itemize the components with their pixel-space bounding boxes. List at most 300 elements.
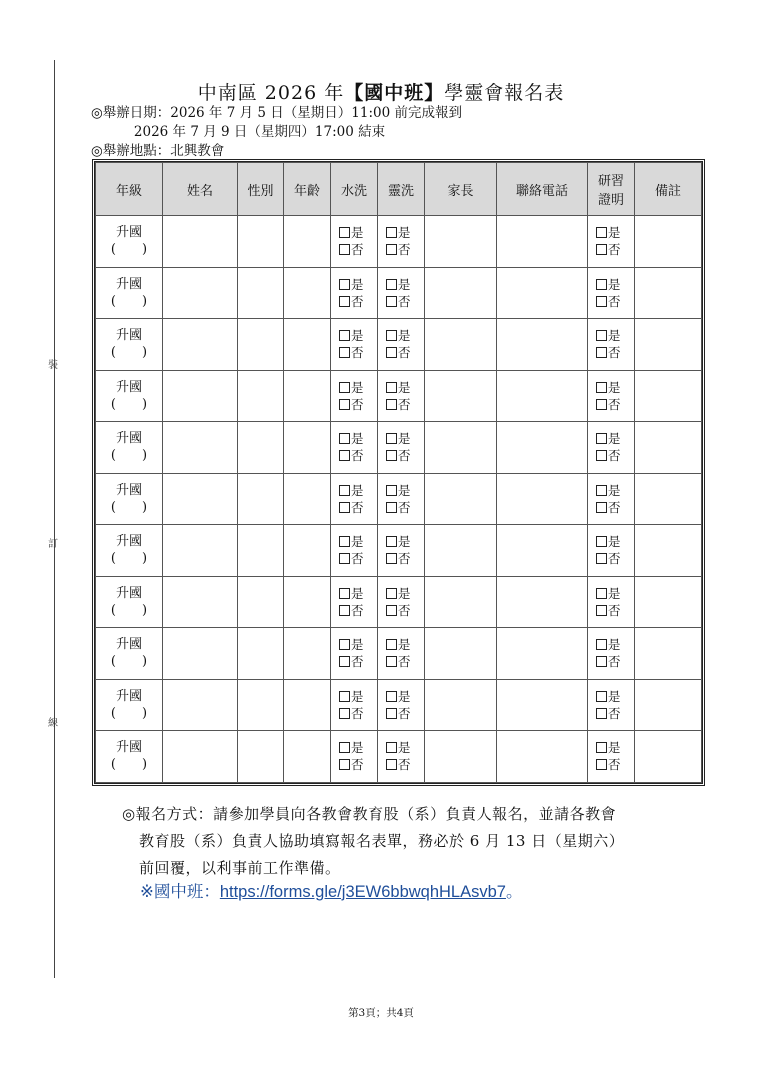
checkbox-label: 否 xyxy=(608,757,621,773)
checkbox-label: 否 xyxy=(351,448,364,464)
checkbox-label: 是 xyxy=(608,740,621,756)
checkbox-label: 是 xyxy=(398,276,411,292)
grade-label: 升國 xyxy=(115,328,142,344)
grade-paren: ( ) xyxy=(110,705,148,721)
checkbox-yes[interactable] xyxy=(596,691,607,702)
gender-cell[interactable] xyxy=(238,525,284,577)
checkbox-label: 否 xyxy=(608,499,621,515)
age-cell[interactable] xyxy=(284,319,331,371)
checkbox-label: 否 xyxy=(398,602,411,618)
registration-note xyxy=(122,801,624,882)
checkbox-yes[interactable] xyxy=(386,588,397,599)
certificate-cell xyxy=(588,576,635,628)
checkbox-label: 否 xyxy=(608,705,621,721)
header-grade: 年級 xyxy=(96,163,163,216)
link-suffix: 。 xyxy=(505,883,523,901)
table-row xyxy=(96,628,702,680)
grade-paren: ( ) xyxy=(110,602,148,618)
checkbox-yes[interactable] xyxy=(386,691,397,702)
checkbox-label: 是 xyxy=(351,379,364,395)
checkbox-yes[interactable] xyxy=(339,227,350,238)
checkbox-yes[interactable] xyxy=(596,485,607,496)
checkbox-yes[interactable] xyxy=(339,742,350,753)
grade-paren: ( ) xyxy=(110,654,148,670)
spirit-baptism-cell xyxy=(378,216,425,268)
phone-cell[interactable] xyxy=(497,731,588,783)
checkbox-yes[interactable] xyxy=(596,433,607,444)
google-form-link[interactable]: https://forms.gle/j3EW6bbwqhHLAsvb7 xyxy=(219,883,506,901)
certificate-cell xyxy=(588,422,635,474)
checkbox-label: 否 xyxy=(398,448,411,464)
checkbox-label: 是 xyxy=(398,328,411,344)
title-bold: 【國中班】 xyxy=(344,82,445,104)
checkbox-no[interactable] xyxy=(339,759,350,770)
checkbox-yes[interactable] xyxy=(339,536,350,547)
table-row xyxy=(96,216,702,268)
age-cell[interactable] xyxy=(284,422,331,474)
checkbox-no[interactable] xyxy=(596,347,607,358)
age-cell[interactable] xyxy=(284,679,331,731)
checkbox-label: 否 xyxy=(351,242,364,258)
checkbox-label: 否 xyxy=(398,705,411,721)
checkbox-label: 否 xyxy=(398,242,411,258)
checkbox-yes[interactable] xyxy=(386,639,397,650)
header-age: 年齡 xyxy=(284,163,331,216)
gender-cell[interactable] xyxy=(238,319,284,371)
remarks-cell[interactable] xyxy=(635,473,702,525)
name-cell[interactable] xyxy=(163,473,238,525)
checkbox-label: 否 xyxy=(608,345,621,361)
checkbox-label: 是 xyxy=(351,637,364,653)
checkbox-label: 否 xyxy=(398,654,411,670)
checkbox-label: 是 xyxy=(351,431,364,447)
name-cell[interactable] xyxy=(163,319,238,371)
checkbox-yes[interactable] xyxy=(339,588,350,599)
spirit-baptism-cell xyxy=(378,422,425,474)
checkbox-yes[interactable] xyxy=(596,536,607,547)
phone-cell[interactable] xyxy=(497,525,588,577)
gender-cell[interactable] xyxy=(238,473,284,525)
checkbox-label: 否 xyxy=(351,396,364,412)
note-line-1: ◎報名方式：請參加學員向各教會教育股（系）負責人報名，並請各教會 xyxy=(122,805,617,823)
checkbox-label: 是 xyxy=(398,431,411,447)
title-suffix: 學靈會報名表 xyxy=(444,82,565,104)
checkbox-no[interactable] xyxy=(339,347,350,358)
spirit-baptism-cell xyxy=(378,731,425,783)
checkbox-label: 是 xyxy=(398,637,411,653)
spirit-baptism-cell xyxy=(378,319,425,371)
checkbox-no[interactable] xyxy=(596,759,607,770)
registration-table xyxy=(92,159,705,786)
checkbox-label: 否 xyxy=(351,551,364,567)
checkbox-yes[interactable] xyxy=(386,485,397,496)
checkbox-no[interactable] xyxy=(386,347,397,358)
table-header-row xyxy=(96,163,702,216)
water-baptism-cell xyxy=(331,576,378,628)
checkbox-label: 是 xyxy=(608,328,621,344)
checkbox-no[interactable] xyxy=(386,656,397,667)
gender-cell[interactable] xyxy=(238,731,284,783)
grade-paren: ( ) xyxy=(110,448,148,464)
table-row xyxy=(96,267,702,319)
checkbox-yes[interactable] xyxy=(596,227,607,238)
grade-label: 升國 xyxy=(115,585,142,601)
note-line-2: 教育股（系）負責人協助填寫報名表單，務必於 6 月 13 日（星期六） xyxy=(139,832,625,850)
certificate-cell xyxy=(588,319,635,371)
grade-cell[interactable] xyxy=(96,319,163,371)
checkbox-label: 是 xyxy=(351,740,364,756)
checkbox-label: 否 xyxy=(351,654,364,670)
page-footer: 第3頁；共4頁 xyxy=(348,1007,414,1019)
certificate-cell xyxy=(588,267,635,319)
checkbox-no[interactable] xyxy=(386,553,397,564)
age-cell[interactable] xyxy=(284,628,331,680)
water-baptism-cell xyxy=(331,267,378,319)
phone-cell[interactable] xyxy=(497,216,588,268)
checkbox-no[interactable] xyxy=(339,656,350,667)
checkbox-label: 否 xyxy=(608,551,621,567)
checkbox-no[interactable] xyxy=(596,502,607,513)
grade-paren: ( ) xyxy=(110,396,148,412)
checkbox-no[interactable] xyxy=(386,759,397,770)
grade-paren: ( ) xyxy=(110,499,148,515)
checkbox-no[interactable] xyxy=(339,708,350,719)
grade-cell[interactable] xyxy=(96,628,163,680)
checkbox-label: 是 xyxy=(608,637,621,653)
binding-char-2: 訂 xyxy=(48,539,58,550)
name-cell[interactable] xyxy=(163,216,238,268)
checkbox-no[interactable] xyxy=(386,244,397,255)
header-certificate: 研習 證明 xyxy=(588,163,635,216)
checkbox-no[interactable] xyxy=(596,553,607,564)
checkbox-yes[interactable] xyxy=(339,330,350,341)
checkbox-yes[interactable] xyxy=(386,227,397,238)
checkbox-label: 否 xyxy=(351,757,364,773)
checkbox-no[interactable] xyxy=(386,605,397,616)
gender-cell[interactable] xyxy=(238,576,284,628)
phone-cell[interactable] xyxy=(497,628,588,680)
parent-cell[interactable] xyxy=(425,576,497,628)
checkbox-yes[interactable] xyxy=(386,279,397,290)
spirit-baptism-cell xyxy=(378,628,425,680)
phone-cell[interactable] xyxy=(497,679,588,731)
checkbox-no[interactable] xyxy=(596,399,607,410)
checkbox-label: 是 xyxy=(608,431,621,447)
checkbox-yes[interactable] xyxy=(386,536,397,547)
certificate-cell xyxy=(588,731,635,783)
phone-cell[interactable] xyxy=(497,319,588,371)
parent-cell[interactable] xyxy=(425,473,497,525)
parent-cell[interactable] xyxy=(425,216,497,268)
checkbox-label: 是 xyxy=(398,534,411,550)
table-row xyxy=(96,576,702,628)
certificate-cell xyxy=(588,216,635,268)
phone-cell[interactable] xyxy=(497,370,588,422)
gender-cell[interactable] xyxy=(238,679,284,731)
remarks-cell[interactable] xyxy=(635,628,702,680)
parent-cell[interactable] xyxy=(425,370,497,422)
water-baptism-cell xyxy=(331,628,378,680)
checkbox-yes[interactable] xyxy=(596,382,607,393)
phone-cell[interactable] xyxy=(497,576,588,628)
grade-label: 升國 xyxy=(115,276,142,292)
spirit-baptism-cell xyxy=(378,267,425,319)
event-date-line-1: ◎舉辦日期：2026 年 7 月 5 日（星期日）11:00 前完成報到 xyxy=(91,105,462,121)
checkbox-label: 否 xyxy=(398,293,411,309)
checkbox-no[interactable] xyxy=(339,296,350,307)
checkbox-label: 是 xyxy=(608,276,621,292)
grade-cell[interactable] xyxy=(96,473,163,525)
checkbox-yes[interactable] xyxy=(596,742,607,753)
table-row xyxy=(96,473,702,525)
grade-cell[interactable] xyxy=(96,370,163,422)
certificate-cell xyxy=(588,525,635,577)
checkbox-yes[interactable] xyxy=(339,639,350,650)
spirit-baptism-cell xyxy=(378,370,425,422)
table-row xyxy=(96,679,702,731)
event-place-line: ◎舉辦地點：北興教會 xyxy=(91,143,225,159)
grade-label: 升國 xyxy=(115,740,142,756)
gender-cell[interactable] xyxy=(238,628,284,680)
checkbox-label: 是 xyxy=(398,740,411,756)
gender-cell[interactable] xyxy=(238,216,284,268)
remarks-cell[interactable] xyxy=(635,576,702,628)
grade-cell[interactable] xyxy=(96,216,163,268)
header-water-baptism: 水洗 xyxy=(331,163,378,216)
header-name: 姓名 xyxy=(163,163,238,216)
age-cell[interactable] xyxy=(284,370,331,422)
name-cell[interactable] xyxy=(163,370,238,422)
table-row xyxy=(96,525,702,577)
checkbox-label: 否 xyxy=(398,551,411,567)
remarks-cell[interactable] xyxy=(635,422,702,474)
remarks-cell[interactable] xyxy=(635,731,702,783)
grade-label: 升國 xyxy=(115,482,142,498)
grade-label: 升國 xyxy=(115,225,142,241)
checkbox-label: 否 xyxy=(351,345,364,361)
header-parent: 家長 xyxy=(425,163,497,216)
remarks-cell[interactable] xyxy=(635,370,702,422)
checkbox-yes[interactable] xyxy=(386,330,397,341)
grade-label: 升國 xyxy=(115,688,142,704)
checkbox-no[interactable] xyxy=(596,605,607,616)
checkbox-label: 否 xyxy=(398,396,411,412)
certificate-cell xyxy=(588,679,635,731)
age-cell[interactable] xyxy=(284,576,331,628)
table-row xyxy=(96,370,702,422)
grade-label: 升國 xyxy=(115,637,142,653)
checkbox-label: 否 xyxy=(608,654,621,670)
table-row xyxy=(96,319,702,371)
water-baptism-cell xyxy=(331,422,378,474)
parent-cell[interactable] xyxy=(425,731,497,783)
spirit-baptism-cell xyxy=(378,525,425,577)
gender-cell[interactable] xyxy=(238,422,284,474)
grade-paren: ( ) xyxy=(110,551,148,567)
remarks-cell[interactable] xyxy=(635,216,702,268)
checkbox-label: 是 xyxy=(608,482,621,498)
water-baptism-cell xyxy=(331,731,378,783)
grade-label: 升國 xyxy=(115,431,142,447)
checkbox-yes[interactable] xyxy=(339,433,350,444)
checkbox-label: 是 xyxy=(398,225,411,241)
note-line-3: 前回覆，以利事前工作準備。 xyxy=(139,859,341,877)
checkbox-no[interactable] xyxy=(596,450,607,461)
form-link-line xyxy=(140,878,522,902)
checkbox-label: 是 xyxy=(351,688,364,704)
remarks-cell[interactable] xyxy=(635,267,702,319)
water-baptism-cell xyxy=(331,525,378,577)
checkbox-no[interactable] xyxy=(596,708,607,719)
phone-cell[interactable] xyxy=(497,473,588,525)
checkbox-label: 否 xyxy=(608,602,621,618)
checkbox-label: 是 xyxy=(608,379,621,395)
checkbox-no[interactable] xyxy=(339,450,350,461)
link-prefix: ※國中班： xyxy=(140,883,220,901)
remarks-cell[interactable] xyxy=(635,679,702,731)
checkbox-label: 否 xyxy=(608,242,621,258)
checkbox-label: 是 xyxy=(351,225,364,241)
checkbox-label: 否 xyxy=(351,602,364,618)
certificate-cell xyxy=(588,473,635,525)
checkbox-label: 否 xyxy=(398,345,411,361)
checkbox-no[interactable] xyxy=(339,553,350,564)
checkbox-yes[interactable] xyxy=(386,433,397,444)
checkbox-label: 是 xyxy=(398,379,411,395)
grade-paren: ( ) xyxy=(110,345,148,361)
checkbox-label: 是 xyxy=(351,276,364,292)
binding-line xyxy=(54,60,55,978)
grade-cell[interactable] xyxy=(96,731,163,783)
checkbox-no[interactable] xyxy=(339,502,350,513)
grade-cell[interactable] xyxy=(96,525,163,577)
name-cell[interactable] xyxy=(163,267,238,319)
name-cell[interactable] xyxy=(163,628,238,680)
checkbox-yes[interactable] xyxy=(339,382,350,393)
checkbox-label: 否 xyxy=(398,499,411,515)
age-cell[interactable] xyxy=(284,216,331,268)
checkbox-label: 是 xyxy=(351,482,364,498)
certificate-cell xyxy=(588,370,635,422)
binding-char-1: 裝 xyxy=(48,360,58,371)
checkbox-label: 是 xyxy=(608,534,621,550)
gender-cell[interactable] xyxy=(238,370,284,422)
parent-cell[interactable] xyxy=(425,267,497,319)
header-spirit-baptism: 靈洗 xyxy=(378,163,425,216)
checkbox-label: 是 xyxy=(608,225,621,241)
phone-cell[interactable] xyxy=(497,422,588,474)
page-title xyxy=(0,78,762,105)
spirit-baptism-cell xyxy=(378,576,425,628)
checkbox-yes[interactable] xyxy=(596,279,607,290)
water-baptism-cell xyxy=(331,319,378,371)
certificate-cell xyxy=(588,628,635,680)
parent-cell[interactable] xyxy=(425,525,497,577)
header-gender: 性別 xyxy=(238,163,284,216)
name-cell[interactable] xyxy=(163,679,238,731)
spirit-baptism-cell xyxy=(378,679,425,731)
age-cell[interactable] xyxy=(284,731,331,783)
checkbox-label: 否 xyxy=(608,396,621,412)
table-row xyxy=(96,422,702,474)
binding-char-3: 線 xyxy=(48,718,58,729)
phone-cell[interactable] xyxy=(497,267,588,319)
checkbox-no[interactable] xyxy=(339,244,350,255)
checkbox-label: 否 xyxy=(351,293,364,309)
table-row xyxy=(96,731,702,783)
checkbox-label: 否 xyxy=(398,757,411,773)
checkbox-yes[interactable] xyxy=(339,485,350,496)
checkbox-yes[interactable] xyxy=(339,279,350,290)
header-remarks: 備註 xyxy=(635,163,702,216)
remarks-cell[interactable] xyxy=(635,525,702,577)
checkbox-no[interactable] xyxy=(386,708,397,719)
grade-cell[interactable] xyxy=(96,576,163,628)
grade-paren: ( ) xyxy=(110,242,148,258)
checkbox-no[interactable] xyxy=(596,656,607,667)
checkbox-yes[interactable] xyxy=(386,382,397,393)
checkbox-no[interactable] xyxy=(386,502,397,513)
age-cell[interactable] xyxy=(284,525,331,577)
checkbox-no[interactable] xyxy=(339,605,350,616)
checkbox-no[interactable] xyxy=(596,296,607,307)
checkbox-yes[interactable] xyxy=(596,639,607,650)
water-baptism-cell xyxy=(331,216,378,268)
parent-cell[interactable] xyxy=(425,628,497,680)
checkbox-label: 是 xyxy=(351,534,364,550)
checkbox-label: 是 xyxy=(398,688,411,704)
checkbox-no[interactable] xyxy=(596,244,607,255)
water-baptism-cell xyxy=(331,679,378,731)
parent-cell[interactable] xyxy=(425,319,497,371)
name-cell[interactable] xyxy=(163,731,238,783)
checkbox-label: 否 xyxy=(608,448,621,464)
remarks-cell[interactable] xyxy=(635,319,702,371)
grade-label: 升國 xyxy=(115,534,142,550)
grade-paren: ( ) xyxy=(110,293,148,309)
grade-cell[interactable] xyxy=(96,267,163,319)
checkbox-label: 是 xyxy=(608,688,621,704)
name-cell[interactable] xyxy=(163,576,238,628)
checkbox-yes[interactable] xyxy=(339,691,350,702)
grade-cell[interactable] xyxy=(96,679,163,731)
title-prefix: 中南區 2026 年 xyxy=(197,82,345,104)
checkbox-label: 是 xyxy=(398,585,411,601)
checkbox-yes[interactable] xyxy=(386,742,397,753)
gender-cell[interactable] xyxy=(238,267,284,319)
checkbox-label: 是 xyxy=(351,328,364,344)
checkbox-no[interactable] xyxy=(386,296,397,307)
checkbox-label: 是 xyxy=(608,585,621,601)
checkbox-yes[interactable] xyxy=(596,330,607,341)
checkbox-label: 是 xyxy=(351,585,364,601)
grade-cell[interactable] xyxy=(96,422,163,474)
checkbox-no[interactable] xyxy=(386,399,397,410)
checkbox-no[interactable] xyxy=(386,450,397,461)
parent-cell[interactable] xyxy=(425,422,497,474)
checkbox-label: 否 xyxy=(351,705,364,721)
name-cell[interactable] xyxy=(163,525,238,577)
checkbox-label: 否 xyxy=(351,499,364,515)
spirit-baptism-cell xyxy=(378,473,425,525)
age-cell[interactable] xyxy=(284,473,331,525)
age-cell[interactable] xyxy=(284,267,331,319)
checkbox-yes[interactable] xyxy=(596,588,607,599)
checkbox-no[interactable] xyxy=(339,399,350,410)
name-cell[interactable] xyxy=(163,422,238,474)
checkbox-label: 否 xyxy=(608,293,621,309)
parent-cell[interactable] xyxy=(425,679,497,731)
